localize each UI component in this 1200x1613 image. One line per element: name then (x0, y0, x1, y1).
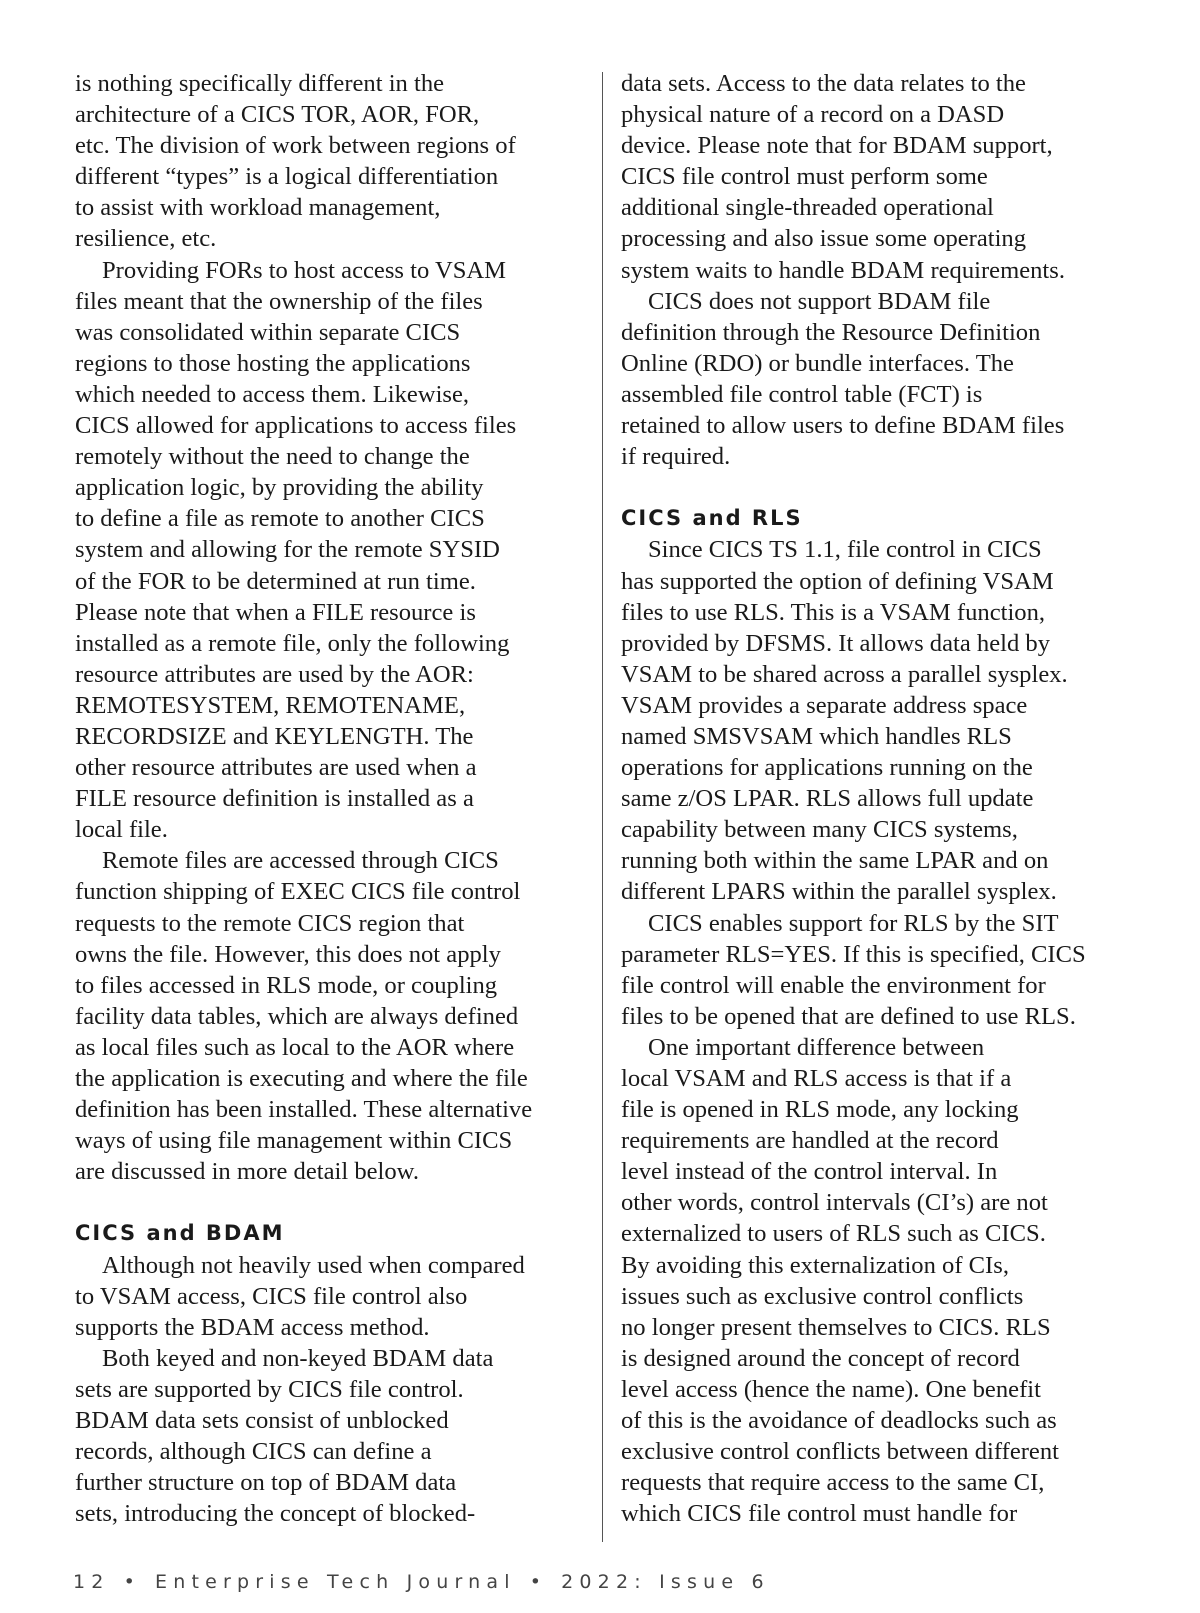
text-line: sets, introducing the concept of blocked- (75, 1500, 476, 1528)
text-line: Remote files are accessed through CICS (102, 847, 499, 875)
text-line: requirements are handled at the record (621, 1127, 999, 1155)
text-line: operations for applications running on the (621, 754, 1033, 782)
paragraph (621, 534, 1141, 907)
text-line: RECORDSIZE and KEYLENGTH. The (75, 722, 474, 750)
text-line: function shipping of EXEC CICS file control (75, 878, 521, 906)
column-divider (602, 72, 603, 1542)
section-gap (75, 1187, 575, 1218)
text-line: further structure on top of BDAM data (75, 1469, 457, 1497)
text-line: CICS enables support for RLS by the SIT (648, 909, 1059, 937)
text-line: file control will enable the environment for (621, 971, 1046, 999)
text-line: resource attributes are used by the AOR: (75, 660, 474, 688)
text-line: capability between many CICS systems, (621, 816, 1018, 844)
text-line: definition through the Resource Definition (621, 318, 1041, 346)
text-line: system and allowing for the remote SYSID (75, 536, 500, 564)
text-line: is designed around the concept of record (621, 1344, 1020, 1372)
text-line: level instead of the control interval. In (621, 1158, 998, 1186)
page-number: 12 (73, 1571, 110, 1593)
text-line: local VSAM and RLS access is that if a (621, 1065, 1012, 1092)
text-line: ways of using file management within CICS (75, 1127, 513, 1155)
page-footer (73, 1571, 770, 1593)
text-line: CICS file control must perform some (621, 163, 988, 191)
text-line: has supported the option of defining VSAM (621, 567, 1054, 595)
text-line: By avoiding this externalization of CIs, (621, 1251, 1009, 1279)
text-line: facility data tables, which are always defined (75, 1002, 519, 1030)
text-line: BDAM data sets consist of unblocked (75, 1407, 449, 1435)
text-line: are discussed in more detail below. (75, 1158, 419, 1186)
text-line: One important difference between (648, 1033, 985, 1061)
text-line: files meant that the ownership of the files (75, 287, 483, 315)
right-column (621, 68, 1141, 1529)
text-line: application logic, by providing the ability (75, 474, 484, 502)
text-line: Online (RDO) or bundle interfaces. The (621, 349, 1014, 377)
issue-label: 2022: Issue 6 (561, 1571, 770, 1593)
publication-name: Enterprise Tech Journal (155, 1571, 516, 1593)
text-line: sets are supported by CICS file control. (75, 1375, 464, 1403)
text-line: requests that require access to the same CI, (621, 1469, 1045, 1497)
text-line: issues such as exclusive control conflicts (621, 1282, 1024, 1310)
text-line: was consolidated within separate CICS (75, 318, 461, 346)
text-line: records, although CICS can define a (75, 1438, 432, 1466)
text-line: installed as a remote file, only the following (75, 629, 510, 657)
text-line: definition has been installed. These alternative (75, 1096, 533, 1124)
text-line: Both keyed and non-keyed BDAM data (102, 1344, 494, 1372)
section-heading-bdam: CICS and BDAM (75, 1221, 285, 1246)
text-line: VSAM provides a separate address space (621, 691, 1028, 719)
text-line: files to use RLS. This is a VSAM function, (621, 598, 1046, 626)
text-line: system waits to handle BDAM requirements. (621, 256, 1065, 284)
text-line: retained to allow users to define BDAM files (621, 412, 1065, 440)
footer-separator: • (123, 1571, 141, 1593)
text-line: FILE resource definition is installed as a (75, 785, 474, 813)
text-line: resilience, etc. (75, 225, 217, 253)
text-line: no longer present themselves to CICS. RLS (621, 1313, 1051, 1341)
text-line: requests to the remote CICS region that (75, 909, 465, 937)
text-line: different LPARS within the parallel sysplex. (621, 878, 1057, 906)
text-line: exclusive control conflicts between different (621, 1438, 1059, 1466)
text-line: REMOTESYSTEM, REMOTENAME, (75, 691, 466, 719)
text-line: local file. (75, 816, 168, 844)
text-line: assembled file control table (FCT) is (621, 380, 983, 408)
text-line: processing and also issue some operating (621, 225, 1027, 253)
section-heading-rls: CICS and RLS (621, 506, 803, 531)
text-line: to define a file as remote to another CICS (75, 505, 485, 533)
text-line: etc. The division of work between regions of (75, 132, 516, 160)
text-line: device. Please note that for BDAM support, (621, 132, 1053, 160)
left-column (75, 68, 575, 1529)
text-line: other words, control intervals (CI’s) are not (621, 1189, 1048, 1217)
text-line: Providing FORs to host access to VSAM (102, 256, 507, 284)
text-line: to VSAM access, CICS file control also (75, 1282, 468, 1310)
paragraph (621, 286, 1141, 473)
text-line: named SMSVSAM which handles RLS (621, 722, 1012, 750)
text-line: architecture of a CICS TOR, AOR, FOR, (75, 101, 480, 129)
text-line: different “types” is a logical differentiation (75, 163, 499, 191)
text-line: supports the BDAM access method. (75, 1313, 430, 1341)
text-line: which CICS file control must handle for (621, 1500, 1018, 1528)
text-line: remotely without the need to change the (75, 443, 470, 471)
text-line: of the FOR to be determined at run time. (75, 567, 476, 595)
paragraph (75, 845, 575, 1187)
text-line: Please note that when a FILE resource is (75, 598, 476, 626)
text-line: file is opened in RLS mode, any locking (621, 1096, 1019, 1124)
text-line: if required. (621, 443, 731, 471)
text-line: which needed to access them. Likewise, (75, 380, 470, 408)
footer-separator: • (529, 1571, 548, 1593)
text-line: regions to those hosting the applications (75, 349, 471, 377)
section-gap (621, 472, 1141, 503)
text-line: to files accessed in RLS mode, or coupling (75, 971, 498, 999)
text-line: externalized to users of RLS such as CICS. (621, 1220, 1046, 1248)
text-line: parameter RLS=YES. If this is specified, CICS (621, 940, 1086, 968)
text-line: CICS allowed for applications to access files (75, 412, 517, 440)
paragraph (75, 255, 575, 846)
text-line: to assist with workload management, (75, 194, 441, 222)
text-line: VSAM to be shared across a parallel sysplex. (621, 660, 1068, 688)
text-line: is nothing specifically different in the (75, 70, 445, 97)
paragraph (621, 1032, 1141, 1530)
paragraph (75, 68, 575, 255)
text-line: running both within the same LPAR and on (621, 847, 1049, 875)
paragraph (621, 908, 1141, 1032)
text-line: other resource attributes are used when a (75, 754, 477, 782)
paragraph (621, 68, 1141, 286)
text-line: CICS does not support BDAM file (648, 287, 991, 315)
text-line: as local files such as local to the AOR where (75, 1033, 515, 1061)
text-line: Although not heavily used when compared (102, 1251, 525, 1279)
paragraph (75, 1343, 575, 1530)
text-line: data sets. Access to the data relates to the (621, 70, 1026, 97)
paragraph (75, 1250, 575, 1343)
text-line: owns the file. However, this does not apply (75, 940, 501, 968)
text-line: Since CICS TS 1.1, file control in CICS (648, 536, 1042, 564)
text-line: the application is executing and where the file (75, 1065, 528, 1092)
text-line: same z/OS LPAR. RLS allows full update (621, 785, 1034, 813)
text-line: provided by DFSMS. It allows data held by (621, 629, 1050, 657)
text-line: files to be opened that are defined to use RLS. (621, 1002, 1076, 1030)
text-line: additional single-threaded operational (621, 194, 994, 222)
text-line: level access (hence the name). One benefit (621, 1375, 1041, 1403)
text-line: physical nature of a record on a DASD (621, 101, 1005, 129)
text-line: of this is the avoidance of deadlocks such as (621, 1407, 1057, 1435)
